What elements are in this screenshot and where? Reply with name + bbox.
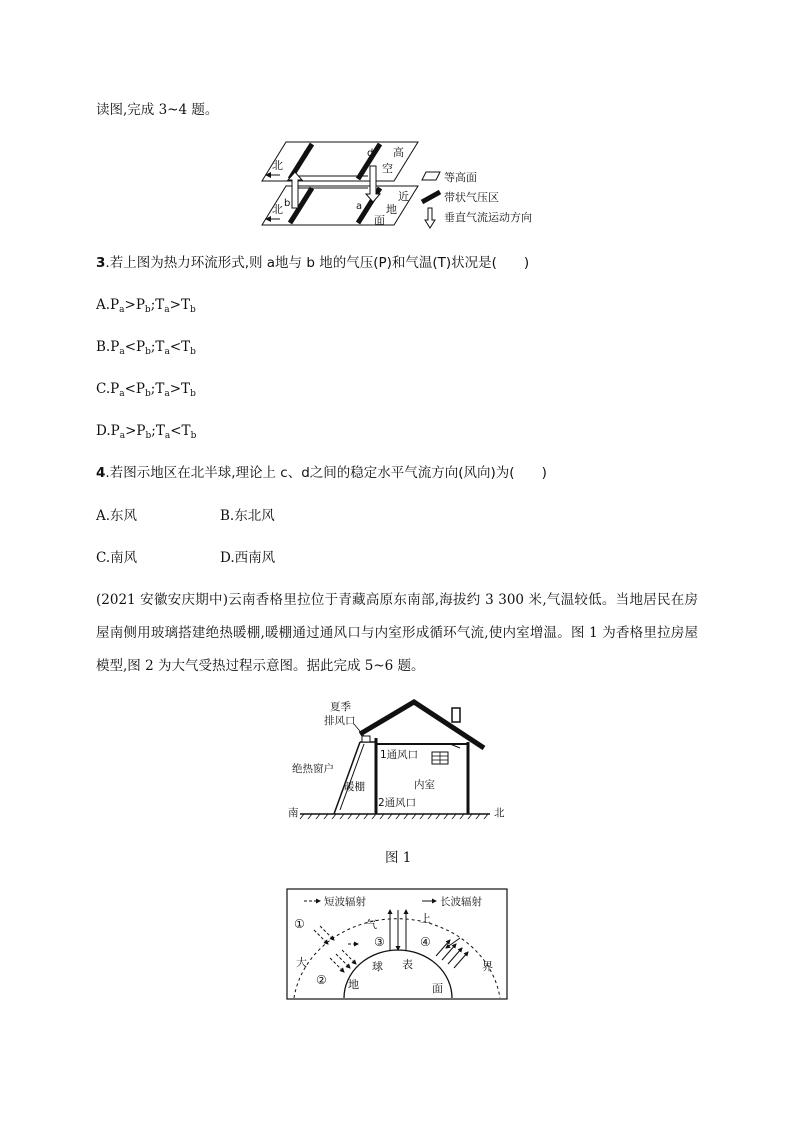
label-mian: 面 — [374, 214, 385, 227]
passage-text: (2021 安徽安庆期中)云南香格里拉位于青藏高原东南部,海拔约 3 300 米,气温较低。当地居民在房屋南侧用玻璃搭建绝热暖棚,暖棚通过通风口与内室形成循环气流,使内室增温。图 1 为香格里拉房屋模型,图 2 为大气受热过程示意图。据此完成 5~6 题。 — [96, 592, 698, 674]
label-jie: 界 — [482, 960, 493, 973]
label-di: 地 — [386, 203, 397, 216]
pressure-belt-figure — [258, 136, 558, 236]
label-circle-3: ③ — [374, 935, 385, 949]
label-shang: 上 — [420, 912, 431, 925]
legend-isobaric: 等高面 — [444, 171, 477, 184]
label-circle-1: ① — [294, 917, 305, 931]
label-circle-4: ④ — [420, 935, 431, 949]
q3-option-d: $D.P_a>P_b;T_a<T_b$ — [96, 423, 197, 441]
label-di: 地 — [348, 978, 359, 991]
label-south: 南 — [288, 807, 299, 819]
label-b: b — [284, 198, 291, 209]
legend-belt-symbol — [422, 192, 440, 202]
label-bei-top: 北 — [272, 159, 283, 172]
label-window: 绝热窗户 — [292, 763, 334, 775]
label-a: a — [356, 201, 363, 212]
house-roof — [360, 702, 484, 748]
greenhouse-glass — [334, 742, 360, 814]
legend-long: 长波辐射 — [440, 896, 482, 908]
legend-vertical: 垂直气流运动方向 — [444, 211, 532, 224]
label-jin: 近 — [398, 190, 409, 203]
legend-vertical-symbol — [425, 208, 435, 228]
intro-text: 读图,完成 3~4 题。 — [96, 102, 219, 118]
label-qiu: 球 — [372, 960, 383, 973]
label-d: d — [367, 148, 374, 159]
label-da: 大 — [296, 956, 307, 969]
legend-belt: 带状气压区 — [444, 191, 499, 204]
label-gao: 高 — [393, 146, 404, 159]
label-mian: 面 — [432, 982, 443, 995]
legend-short: 短波辐射 — [324, 896, 366, 908]
label-exhaust: 排风口 — [324, 715, 356, 727]
label-greenhouse: 暖棚 — [344, 781, 365, 793]
q3-stem: 3.若上图为热力环流形式,则 a地与 b 地的气压(P)和气温(T)状况是( ) — [96, 255, 530, 271]
label-north: 北 — [494, 807, 505, 819]
house-model-figure — [284, 698, 514, 826]
q3-option-c: $C.P_a<P_b;T_a>T_b$ — [96, 381, 196, 399]
label-bei-bottom: 北 — [272, 203, 283, 216]
q4-option-b: B.东北风 — [220, 508, 275, 524]
fig1-caption: 图 1 — [385, 850, 412, 866]
label-summer: 夏季 — [330, 701, 351, 713]
exhaust-vent — [362, 736, 370, 742]
label-inner-room: 内室 — [414, 779, 435, 791]
label-vent1: 1通风口 — [380, 749, 419, 761]
legend-isobaric-symbol — [422, 172, 440, 180]
q4-stem: 4.若图示地区在北半球,理论上 c、d之间的稳定水平气流方向(风向)为( ) — [96, 465, 547, 481]
q3-option-a: $A.P_a>P_b;T_a>T_b$ — [96, 297, 196, 315]
q4-option-d: D.西南风 — [220, 550, 276, 566]
label-biao: 表 — [402, 958, 413, 971]
q4-option-c: C.南风 — [96, 550, 138, 566]
label-kong: 空 — [382, 162, 393, 175]
q4-option-a: A.东风 — [96, 508, 138, 524]
q3-option-b: $B.P_a<P_b;T_a<T_b$ — [96, 339, 196, 357]
label-c: c — [303, 148, 309, 159]
atmosphere-heating-figure — [286, 888, 508, 1000]
label-circle-2: ② — [316, 973, 327, 987]
label-qi: 气 — [366, 918, 377, 931]
chimney — [452, 708, 460, 722]
label-vent2: 2通风口 — [378, 797, 417, 809]
